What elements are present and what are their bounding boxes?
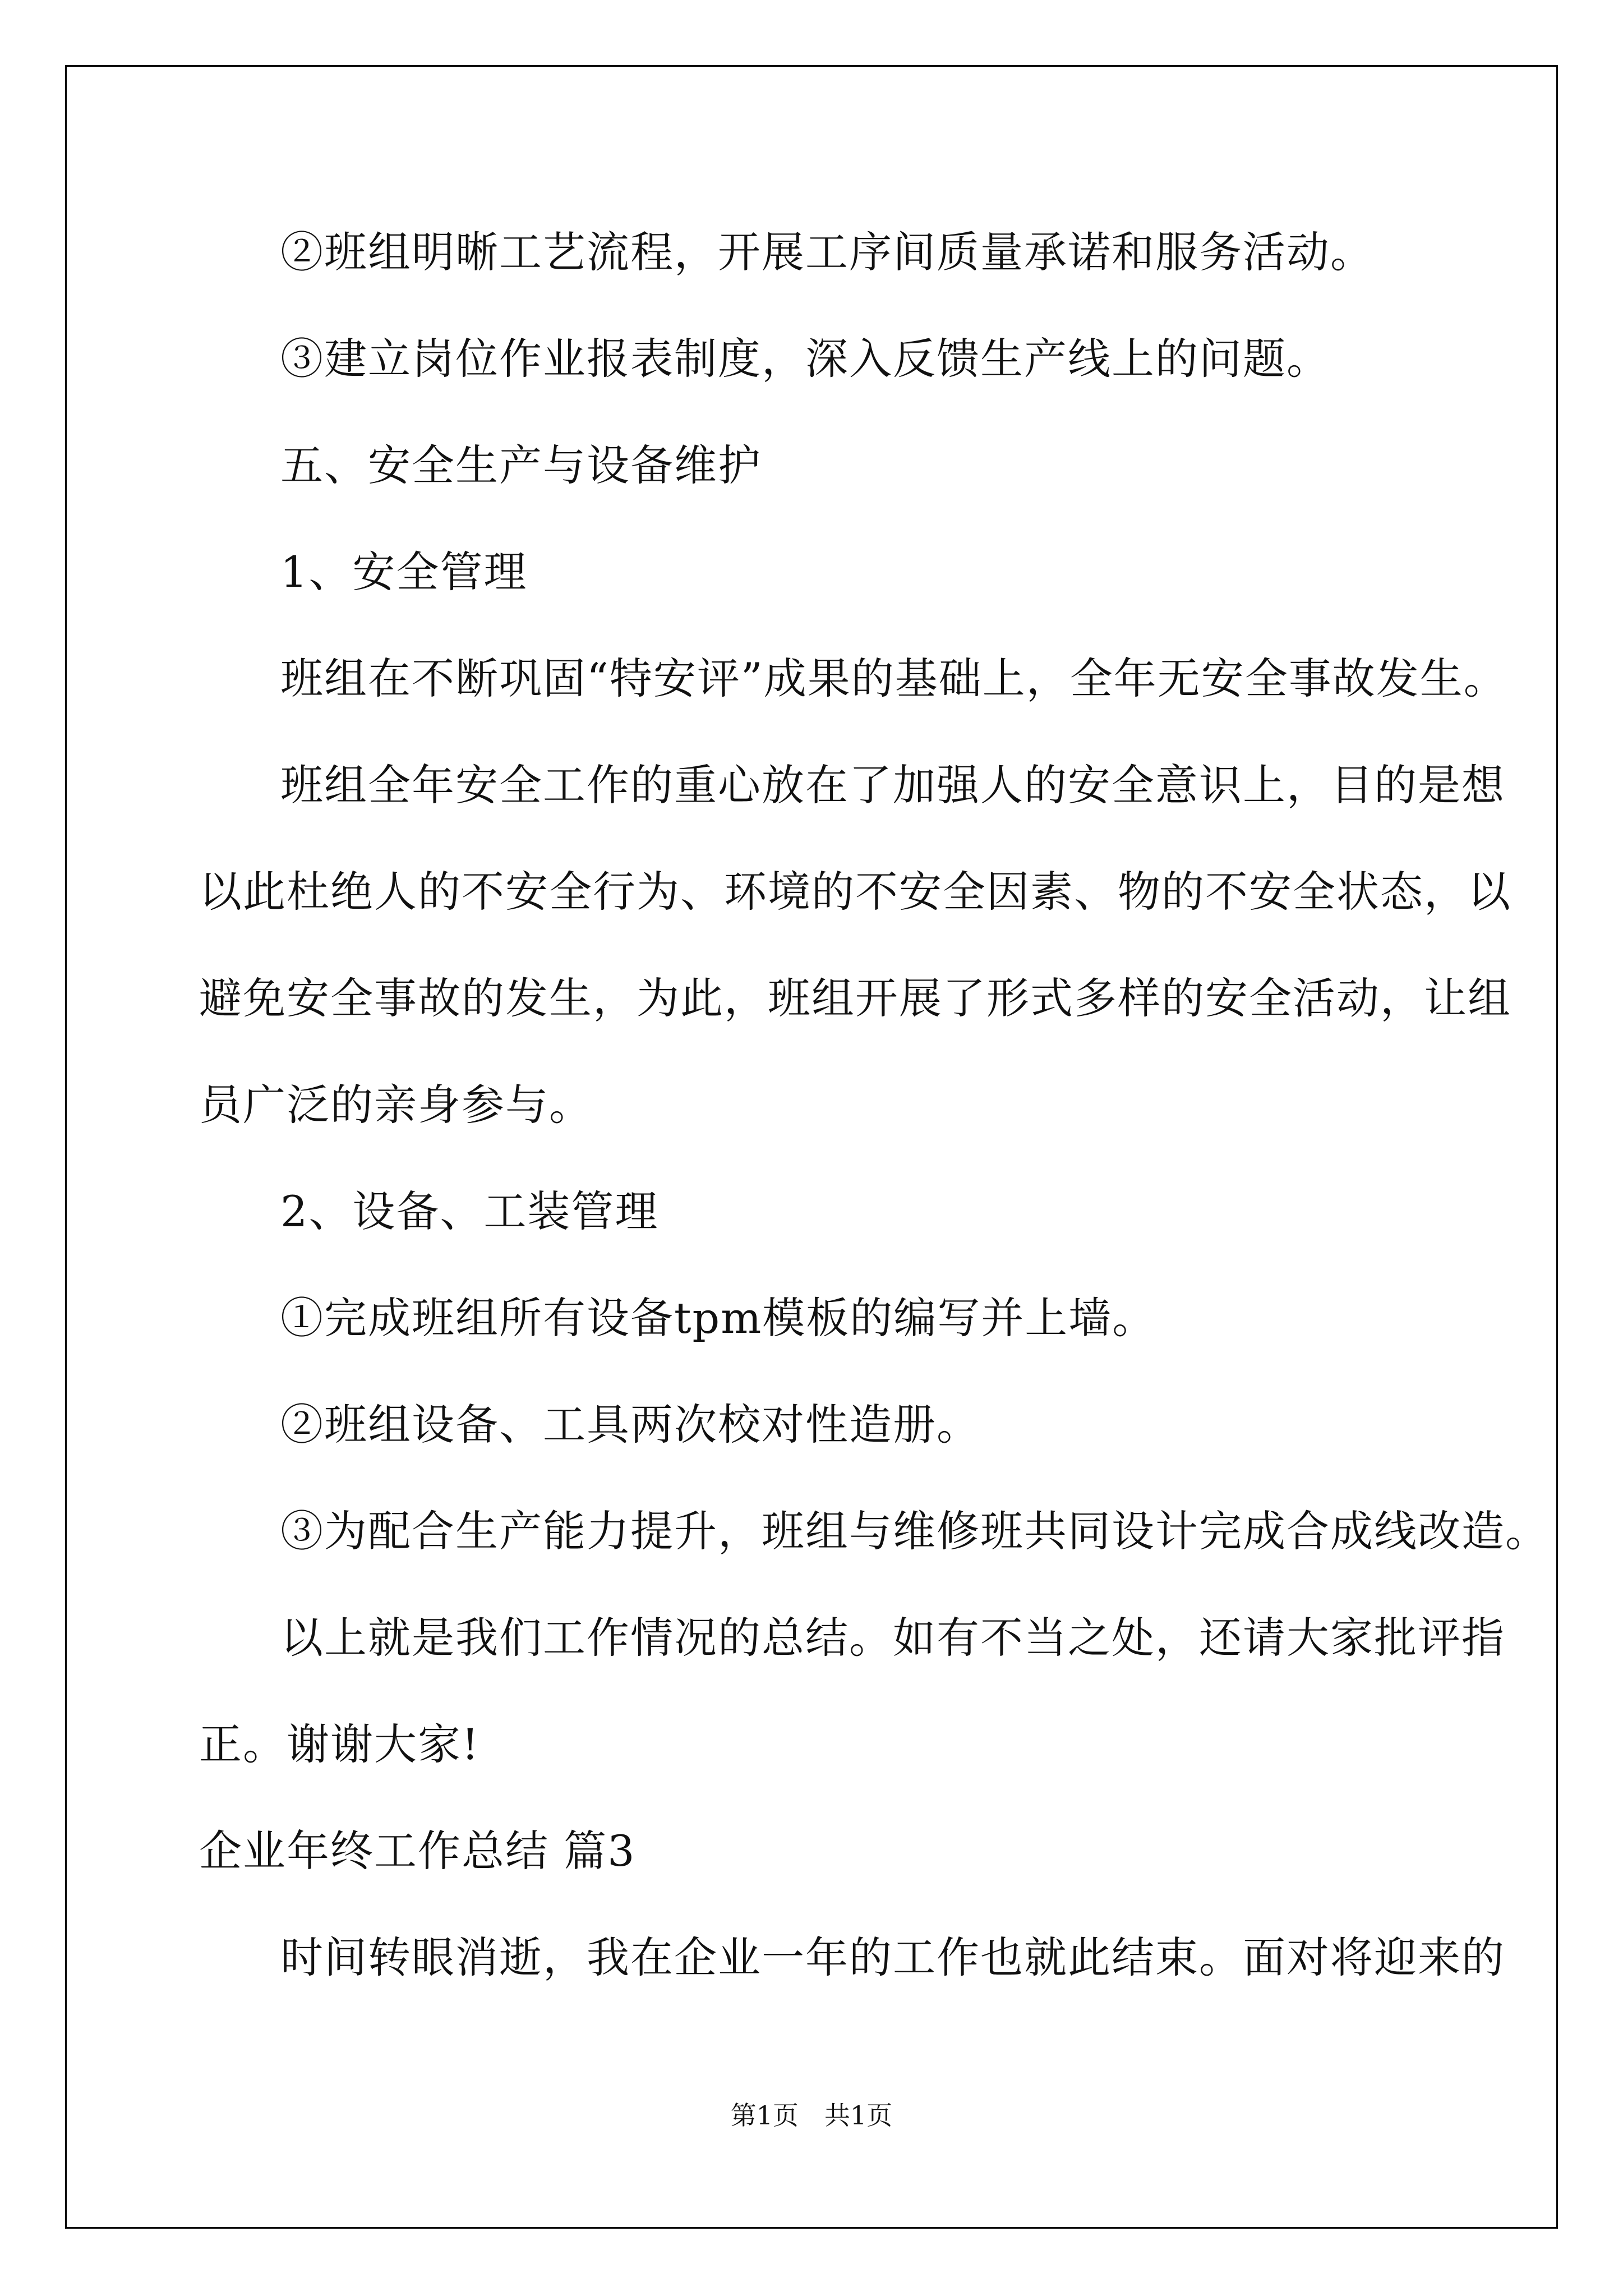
paragraph-line: ③建立岗位作业报表制度，深入反馈生产线上的问题。 — [280, 334, 1330, 384]
section-heading: 五、安全生产与设备维护 — [280, 440, 762, 490]
subsection-heading: 2、设备、工装管理 — [280, 1186, 659, 1236]
page-border — [65, 65, 1558, 2229]
page-footer: 第1页 共1页 — [730, 2100, 893, 2131]
paragraph-line: 正。谢谢大家! — [199, 1719, 480, 1769]
paragraph-line: 避免安全事故的发生，为此，班组开展了形式多样的安全活动，让组 — [199, 973, 1511, 1023]
paragraph-line: ②班组设备、工具两次校对性造册。 — [280, 1400, 980, 1450]
subsection-heading: 1、安全管理 — [280, 547, 528, 597]
paragraph-line: 时间转眼消逝，我在企业一年的工作也就此结束。面对将迎来的 — [280, 1932, 1505, 1982]
paragraph-line: ②班组明晰工艺流程，开展工序间质量承诺和服务活动。 — [280, 227, 1374, 277]
paragraph-line: 员广泛的亲身参与。 — [199, 1080, 593, 1130]
paragraph-line: 班组全年安全工作的重心放在了加强人的安全意识上，目的是想 — [280, 760, 1505, 810]
paragraph-line: 以此杜绝人的不安全行为、环境的不安全因素、物的不安全状态，以 — [199, 867, 1511, 917]
paragraph-line: 班组在不断巩固“特安评”成果的基础上，全年无安全事故发生。 — [280, 654, 1507, 703]
paragraph-line: ③为配合生产能力提升，班组与维修班共同设计完成合成线改造。 — [280, 1506, 1549, 1556]
paragraph-line: ①完成班组所有设备tpm模板的编写并上墙。 — [280, 1293, 1156, 1343]
article-title: 企业年终工作总结 篇3 — [199, 1826, 636, 1876]
paragraph-line: 以上就是我们工作情况的总结。如有不当之处，还请大家批评指 — [280, 1613, 1505, 1663]
